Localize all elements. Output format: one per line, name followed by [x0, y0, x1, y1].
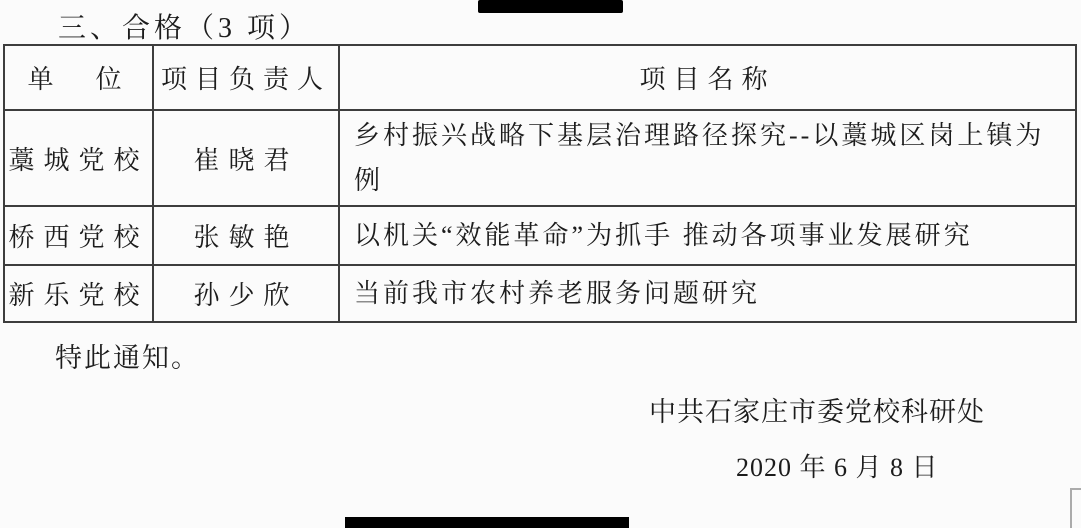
- cell-leader: 孙少欣: [153, 265, 339, 322]
- results-table: [3, 44, 1077, 323]
- cell-unit: 桥西党校: [4, 206, 153, 265]
- header-project: 项目名称: [339, 45, 1076, 110]
- cell-unit: 藁城党校: [4, 110, 153, 206]
- page-corner-mark: [1070, 488, 1081, 528]
- notice-text: 特此通知。: [55, 343, 200, 373]
- table-row: [4, 206, 1076, 265]
- cell-unit: 新乐党校: [4, 265, 153, 322]
- date-text: 2020 年 6 月 8 日: [736, 453, 939, 482]
- cell-leader: 张敏艳: [153, 206, 339, 265]
- cell-project: 当前我市农村养老服务问题研究: [339, 265, 1076, 322]
- signature-text: 中共石家庄市委党校科研处: [649, 397, 985, 427]
- cell-project: 乡村振兴战略下基层治理路径探究--以藁城区岗上镇为例: [339, 110, 1076, 206]
- table-header-row: [4, 45, 1076, 110]
- redaction-bar-top: [478, 0, 623, 13]
- header-unit: 单 位: [4, 45, 153, 110]
- section-title: 三、合格（3 项）: [58, 13, 312, 44]
- redaction-bar-bottom: [345, 517, 629, 528]
- cell-leader: 崔晓君: [153, 110, 339, 206]
- header-leader: 项目负责人: [153, 45, 339, 110]
- table-row: [4, 265, 1076, 322]
- cell-project: 以机关“效能革命”为抓手 推动各项事业发展研究: [339, 206, 1076, 265]
- table-row: [4, 110, 1076, 206]
